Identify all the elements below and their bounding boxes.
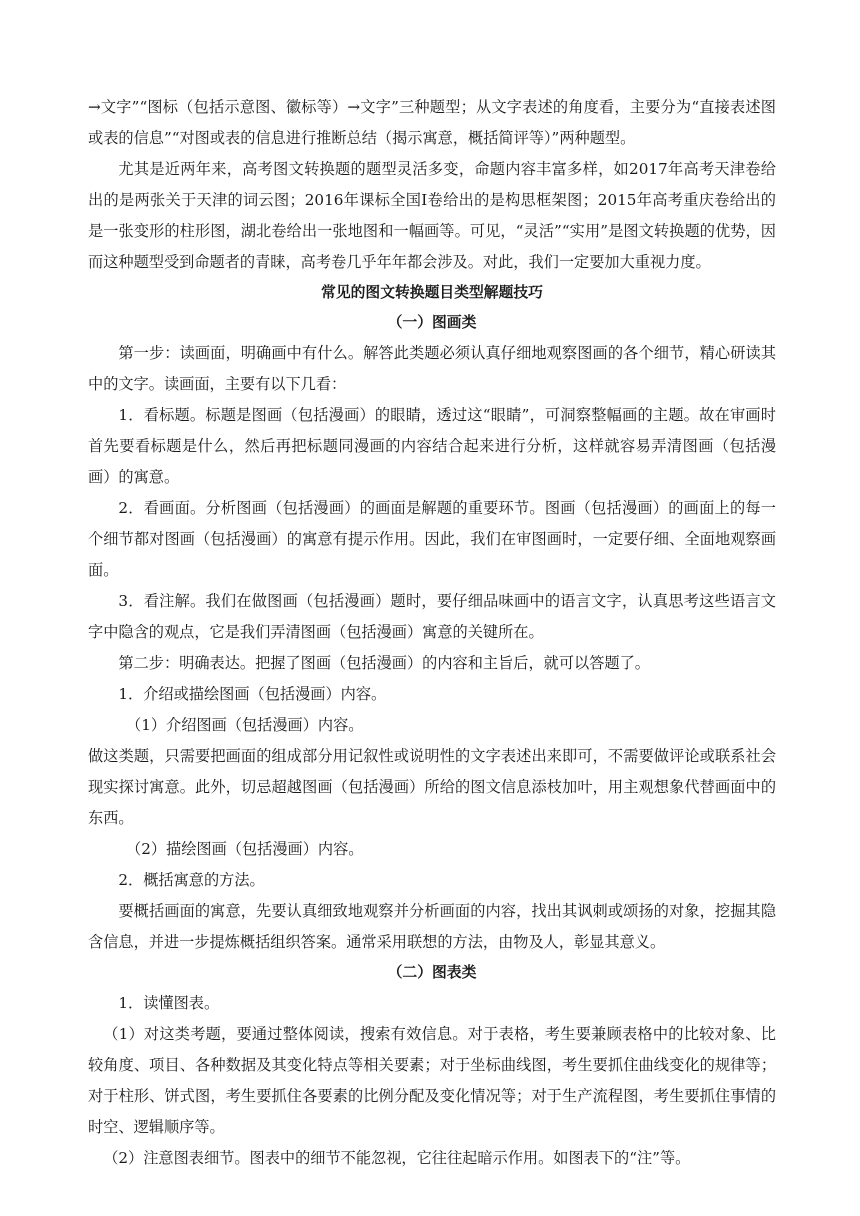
- document-body: [88, 92, 776, 1174]
- paragraph-describe-content: 1．介绍或描绘图画（包括漫画）内容。: [118, 685, 387, 703]
- paragraph-intro-continued: →文字”“图标（包括示意图、徽标等）→文字”三种题型；从文字表述的角度看，主要分为“直接表述图或表的信息”“对图或表的信息进行推断总结（揭示寓意，概括简评等）”两种题型。: [88, 98, 776, 147]
- paragraph-step-one: 第一步：读画面，明确画中有什么。解答此类题必须认真仔细地观察图画的各个细节，精心研读其中的文字。读画面，主要有以下几看：: [88, 344, 776, 393]
- paragraph-chart-details: （2）注意图表细节。图表中的细节不能忽视，它往往起暗示作用。如图表下的“注”等。: [103, 1149, 691, 1167]
- section-heading-pictures: （一）图画类: [387, 314, 477, 331]
- paragraph-look-title: 1．看标题。标题是图画（包括漫画）的眼睛，透过这“眼睛”，可洞察整幅画的主题。故在审画时首先要看标题是什么，然后再把标题同漫画的内容结合起来进行分析，这样就容易弄清图画（包括漫画）的寓意。: [88, 406, 776, 486]
- paragraph-recent-years: 尤其是近两年来，高考图文转换题的题型灵活多变，命题内容丰富多样，如2017年高考天津卷给出的是两张关于天津的词云图；2016年课标全国Ⅰ卷给出的是构思框架图；2015年高考重庆卷给出的是一张变形的柱形图，湖北卷给出一张地图和一幅画等。可见，“灵活”“实用”是图文转换题的优势，因而这种题型受到命题者的青睐，高考卷几乎年年都会涉及。对此，我们一定要加大重视力度。: [88, 160, 776, 271]
- paragraph-look-notes: 3．看注解。我们在做图画（包括漫画）题时，要仔细品味画中的语言文字，认真思考这些语言文字中隐含的观点，它是我们弄清图画（包括漫画）寓意的关键所在。: [88, 592, 776, 641]
- paragraph-read-charts: 1．读懂图表。: [118, 994, 220, 1012]
- section-heading-charts: （二）图表类: [387, 964, 477, 981]
- paragraph-look-picture: 2．看画面。分析图画（包括漫画）的画面是解题的重要环节。图画（包括漫画）的画面上的每一个细节都对图画（包括漫画）的寓意有提示作用。因此，我们在审图画时，一定要仔细、全面地观察画面。: [88, 499, 776, 579]
- paragraph-introduce-content: （1）介绍图画（包括漫画）内容。: [126, 716, 364, 734]
- paragraph-chart-reading-tips: （1）对这类考题，要通过整体阅读，搜索有效信息。对于表格，考生要兼顾表格中的比较对象、比较角度、项目、各种数据及其变化特点等相关要素；对于坐标曲线图，考生要抓住曲线变化的规律等；对于柱形、饼式图，考生要抓住各要素的比例分配及变化情况等；对于生产流程图，考生要抓住事情的时空、逻辑顺序等。: [88, 1025, 776, 1136]
- paragraph-introduce-body: 做这类题，只需要把画面的组成部分用记叙性或说明性的文字表述出来即可，不需要做评论或联系社会现实探讨寓意。此外，切忌超越图画（包括漫画）所给的图文信息添枝加叶，用主观想象代替画面中的东西。: [88, 747, 776, 827]
- paragraph-summarize-method: 2．概括寓意的方法。: [118, 871, 265, 889]
- paragraph-step-two: 第二步：明确表达。把握了图画（包括漫画）的内容和主旨后，就可以答题了。: [118, 654, 650, 672]
- main-heading: 常见的图文转换题目类型解题技巧: [321, 284, 543, 301]
- paragraph-depict-content: （2）描绘图画（包括漫画）内容。: [126, 840, 364, 858]
- paragraph-summarize-body: 要概括画面的寓意，先要认真细致地观察并分析画面的内容，找出其讽刺或颂扬的对象，挖掘其隐含信息，并进一步提炼概括组织答案。通常采用联想的方法，由物及人，彰显其意义。: [88, 902, 776, 951]
